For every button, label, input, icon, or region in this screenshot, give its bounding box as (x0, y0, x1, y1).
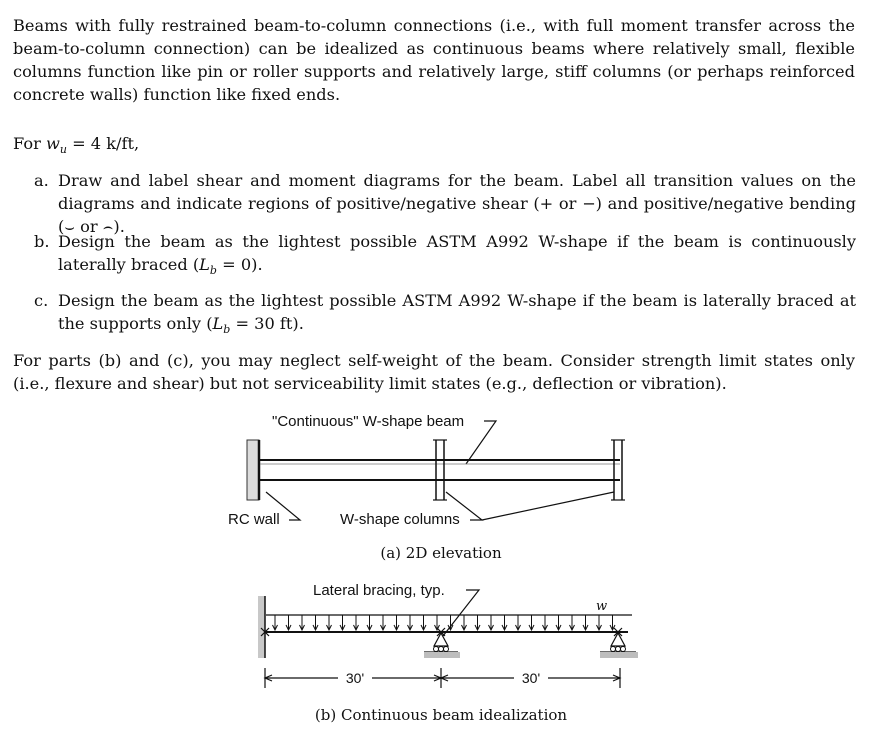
item-a-label: a. (34, 171, 49, 190)
item-b-text-b: = 0). (216, 255, 263, 274)
columns-label: W-shape columns (340, 511, 460, 528)
item-c-label: c. (34, 291, 49, 310)
caption-a: (a) 2D elevation (380, 544, 502, 562)
figure-a (228, 413, 625, 562)
item-c-text-a: Design the beam as the lightest possible ASTM A992 W-shape if the beam is laterally braced at the supports only ( (58, 291, 856, 333)
beam-leader (466, 421, 496, 464)
given-load (13, 132, 139, 161)
item-c-text-b: = 30 ft). (230, 314, 304, 333)
middle-column (433, 440, 447, 500)
bracing-label: Lateral bracing, typ. (313, 582, 445, 599)
item-b-var: L (199, 255, 210, 274)
item-b-text-a: Design the beam as the lightest possible ASTM A992 W-shape if the beam is continuously laterally braced ( (58, 232, 856, 274)
intro-paragraph: Beams with fully restrained beam-to-column connections (i.e., with full moment transfer across the beam-to-column connection) can be idealized as continuous beams where relatively small, flexible columns function like pin or roller supports and relatively large, stiff columns (or perhaps reinforced concrete walls) function like fixed ends. (13, 16, 855, 104)
item-a (34, 169, 856, 238)
given-rest: = 4 k/ft, (66, 134, 140, 153)
item-b-label: b. (34, 232, 50, 251)
item-c-var: L (212, 314, 224, 333)
figure-b (258, 582, 638, 724)
note-paragraph: For parts (b) and (c), you may neglect self-weight of the beam. Consider strength limit states only (i.e., flexure and shear) but not serviceability limit states (e.g., deflection or vibration). (13, 351, 855, 393)
span-1-label: 30' (345, 670, 365, 686)
columns-leader-2 (482, 492, 614, 520)
item-a-text: Draw and label shear and moment diagrams for the beam. Label all transition values on the diagrams and indicate regions of positive/negative shear (+ or −) and positive/negative bending (⌣ or ⌢). (58, 171, 856, 236)
load-label: w (596, 599, 608, 614)
given-sub: u (59, 143, 67, 157)
right-column (611, 440, 625, 500)
item-c-sub: b (223, 323, 231, 337)
item-b (34, 230, 856, 282)
given-prefix: For (13, 134, 46, 153)
span-2-label: 30' (521, 670, 541, 686)
caption-b: (b) Continuous beam idealization (314, 706, 568, 724)
bracing-leader (443, 590, 479, 636)
dimension-line (265, 668, 620, 688)
fixed-support (258, 596, 265, 658)
roller-support-right (600, 633, 638, 658)
figure (0, 400, 869, 730)
wall-label: RC wall (228, 511, 280, 528)
roller-support-middle (424, 633, 460, 658)
given-var: w (45, 134, 60, 153)
item-b-sub: b (209, 264, 217, 278)
load-arrows (273, 615, 616, 630)
beam-label: "Continuous" W-shape beam (272, 413, 465, 430)
item-c-text (58, 289, 856, 341)
item-b-text (58, 230, 856, 282)
item-c (34, 289, 856, 341)
rc-wall (247, 440, 259, 500)
